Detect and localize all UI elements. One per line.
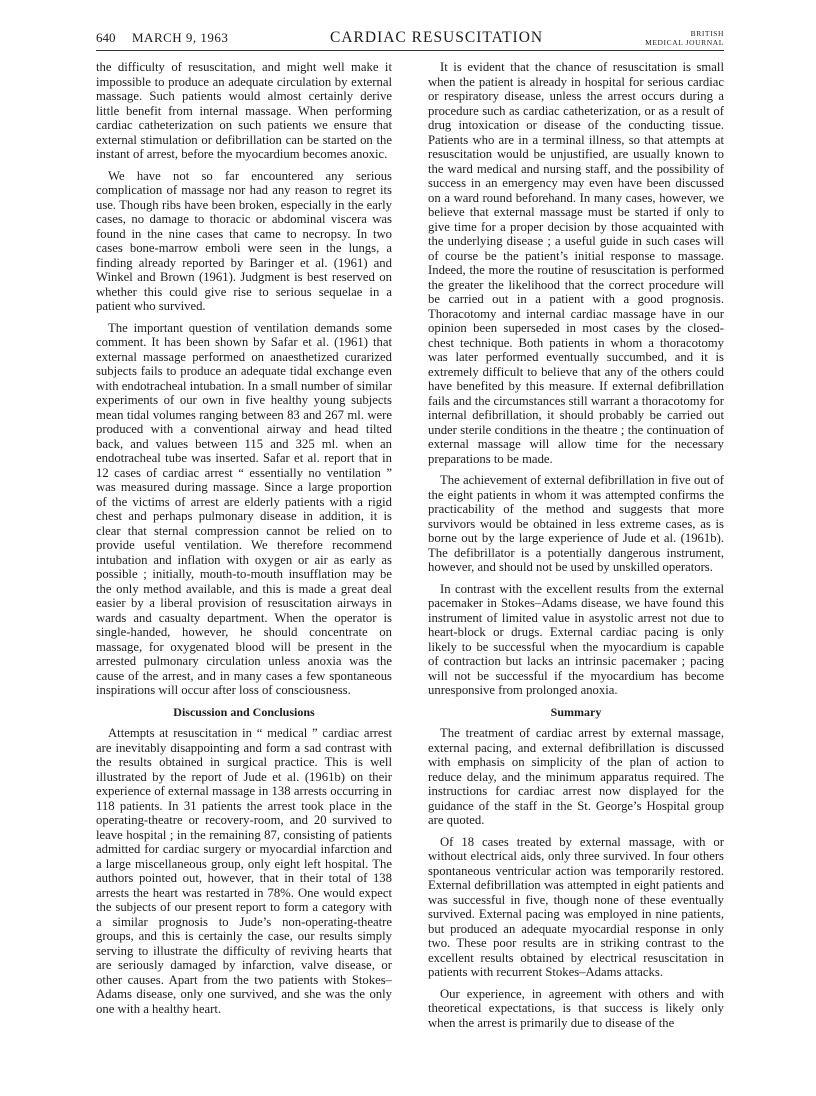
running-title: CARDIAC RESUSCITATION: [330, 29, 544, 46]
right-column: [428, 60, 724, 1037]
paragraph: We have not so far encountered any serious complication of massage nor had any reason to regret its use. Though ribs have been broken, especially in the early cases, no damage to thoracic or abdominal viscera was found in the nine cases that came to necropsy. In two cases bone-marrow emboli were seen in the lungs, a finding already reported by Baringer et al. (1961) and Winkel and Brown (1961). Judgment is best reserved on whether this could give rise to serious sequelae in a patient who survived.: [96, 168, 392, 313]
page-number: 640: [96, 30, 116, 45]
left-column: [96, 60, 392, 1023]
paragraph: The treatment of cardiac arrest by external massage, external pacing, and external defibrillation is discussed with emphasis on simplicity of the plan of action to reduce delay, and the minimum apparatus required. The instructions for cardiac arrest now displayed for the guidance of the staff in the St. George’s Hospital group are quoted.: [428, 726, 724, 827]
paragraph: The achievement of external defibrillation in five out of the eight patients in whom it was attempted confirms the practicability of the method and suggests that more survivors would be obtained in less extreme cases, as is borne out by the large experience of Jude et al. (1961b). The defibrillator is a potentially dangerous instrument, however, and should not be used by unskilled operators.: [428, 473, 724, 574]
journal-name-line1: BRITISH: [690, 29, 724, 38]
paragraph: Attempts at resuscitation in “ medical ” cardiac arrest are inevitably disappointing and form a sad contrast with the results obtained in surgical practice. This is well illustrated by the report of Jude et al. (1961b) on their experience of external massage in 138 arrests occurring in 118 patients. In 31 patients the arrest took place in the operating-theatre or recovery-room, and 20 survived to leave hospital ; in the remaining 87, consisting of patients admitted for cardiac surgery or myocardial infarction and a large miscellaneous group, only eight left hospital. The authors pointed out, however, that in their total of 138 arrests the heart was restarted in 78%. One would expect the subjects of our present report to form a category with a similar prognosis to Jude’s non-operating-theatre groups, and this is certainly the case, our results simply serving to illustrate the difficulty of reviving hearts that are seriously damaged by infarction, valve disease, or other causes. Apart from the two patients with Stokes–Adams disease, only one survived, and she was the only one with a healthy heart.: [96, 726, 392, 1016]
issue-date: MARCH 9, 1963: [132, 30, 229, 45]
journal-name-line2: MEDICAL JOURNAL: [645, 38, 724, 47]
section-heading: Discussion and Conclusions: [173, 704, 315, 719]
page-header: [96, 30, 724, 52]
paragraph: Of 18 cases treated by external massage, with or without electrical aids, only three survived. In four others spontaneous ventricular action was temporarily restored. External defibrillation was attempted in eight patients and was successful in five, though none of these eventually survived. External pacing was employed in nine patients, but produced an adequate myocardial response in only two. These poor results are in striking contrast to the excellent results obtained by electrical resuscitation in patients with recurrent Stokes–Adams attacks.: [428, 834, 724, 979]
paragraph: Our experience, in agreement with others and with theoretical expectations, is that success is likely only when the arrest is primarily due to disease of the: [428, 986, 724, 1030]
paragraph: The important question of ventilation demands some comment. It has been shown by Safar et al. (1961) that external massage performed on anaesthetized curarized subjects fails to produce an adequate tidal exchange even with endotracheal intubation. In a small number of similar experiments of our own in five healthy young subjects mean tidal volumes ranging between 83 and 267 ml. were produced with a conventional airway and head tilted back, and values between 115 and 325 ml. when an endotracheal tube was inserted. Safar et al. report that in 12 cases of cardiac arrest “ essentially no ventilation ” was measured during massage. Since a large proportion of the victims of arrest are elderly patients with a rigid chest and perhaps pulmonary disease in addition, it is clear that sternal compression cannot be relied on to provide useful ventilation. We therefore recommend intubation and inflation with oxygen or air as early as possible ; initially, mouth-to-mouth insufflation may be the only method available, and this is made a great deal easier by a liberal provision of resuscitation airways in wards and casualty department. When the operator is single-handed, however, he should concentrate on massage, for oxygenated blood will be present in the arrested pulmonary circulation unless anoxia was the cause of the arrest, and in many cases a few spontaneous inspirations will occur after loss of consciousness.: [96, 320, 392, 697]
journal-name: [645, 29, 724, 47]
paragraph: In contrast with the excellent results from the external pacemaker in Stokes–Adams disease, we have found this instrument of limited value in asystolic arrest not due to heart-block or drugs. External cardiac pacing is only likely to be successful when the myocardium is capable of contraction but lacks an intrinsic pacemaker ; pacing will not be successful if the myocardium has become unresponsive from prolonged anoxia.: [428, 581, 724, 697]
paragraph: It is evident that the chance of resuscitation is small when the patient is already in hospital for serious cardiac or respiratory disease, unless the arrest occurs during a procedure such as cardiac catheterization, or as a result of drug intoxication or disease of the conducting tissue. Patients who are in a terminal illness, so that attempts at resuscitation would be unjustified, are usually known to the ward medical and nursing staff, and the possibility of success in an emergency may even have been discussed on a ward round beforehand. In many cases, however, we believe that external massage must be started if only to give time for a proper decision by those acquainted with the underlying disease ; a useful guide in such cases will of course be the patient’s initial response to massage. Indeed, the more the routine of resuscitation is performed the greater the likelihood that the correct procedure will be carried out in a patient with a good prognosis. Thoracotomy and internal cardiac massage have in our opinion been superseded in most cases by the closed-chest technique. Both patients in whom a thoracotomy was later performed eventually succumbed, and it is extremely difficult to believe that any of the others could have benefited by this measure. If external defibrillation fails and the circumstances still warrant a thoracotomy for internal defibrillation, it should probably be carried out under sterile conditions in the theatre ; the continuation of external massage will allow time for the necessary preparations to be made.: [428, 60, 724, 466]
header-rule: [96, 50, 724, 51]
paragraph: the difficulty of resuscitation, and might well make it impossible to produce an adequate circulation by external massage. Such patients would almost certainly derive little benefit from internal massage. When performing cardiac catheterization on such patients we ensure that external stimulation or defibrillation can be started on the instant of arrest, before the myocardium becomes anoxic.: [96, 60, 392, 161]
section-heading: Summary: [550, 704, 602, 719]
